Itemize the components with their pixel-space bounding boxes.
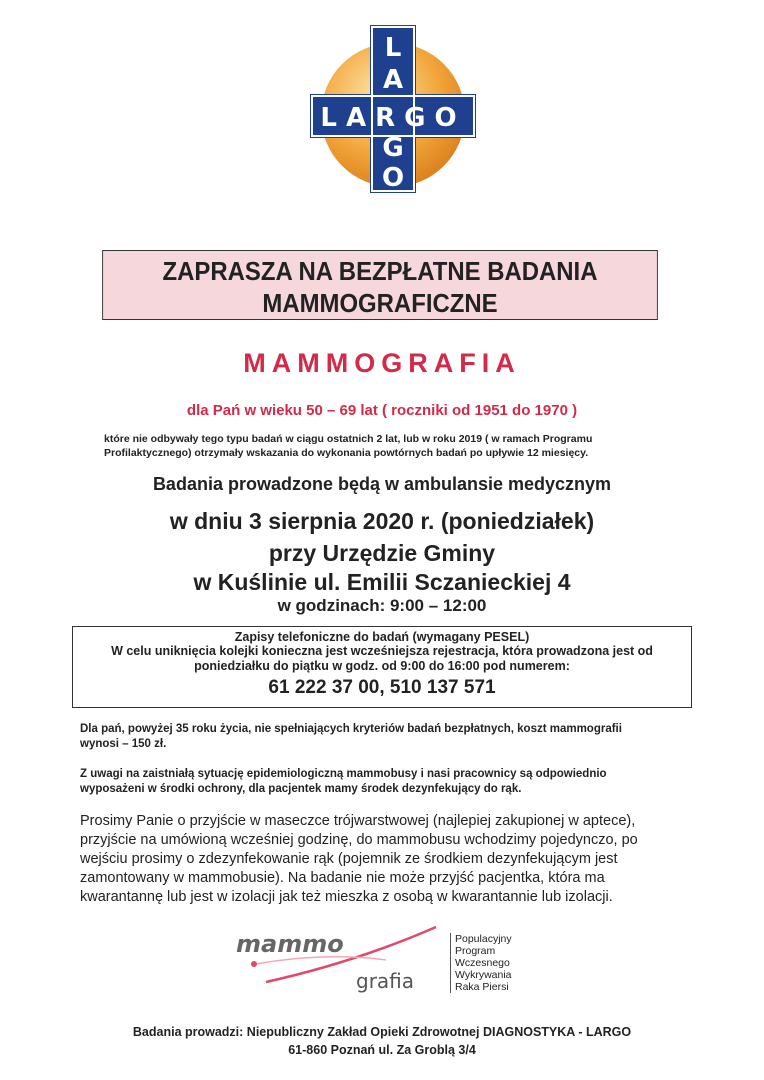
- age-line: dla Pań w wieku 50 – 69 lat ( roczniki od 1951 do 1970 ): [186, 402, 578, 419]
- footer-line-2: 61-860 Poznań ul. Za Groblą 3/4: [288, 1043, 476, 1057]
- request-line-3: wejściu prosimy o zdezynfekowanie rąk (pojemnik ze środkiem dezynfekującym jest: [80, 851, 618, 867]
- logo-v-letter-4: G: [382, 133, 404, 163]
- date-line: w dniu 3 sierpnia 2020 r. (poniedziałek): [169, 508, 595, 534]
- logo-v-letter-2: A: [382, 65, 404, 95]
- program-line-1: Populacyjny: [455, 933, 512, 945]
- logo-horizontal-text: LARGO: [320, 103, 466, 133]
- eligibility-note-line-2: Profilaktycznego) otrzymały wskazania do wykonania powtórnych badań po upływie 12 miesięcy.: [104, 447, 589, 459]
- place-line: przy Urzędzie Gminy: [268, 540, 496, 566]
- cost-line-1: Dla pań, powyżej 35 roku życia, nie spełniających kryteriów badań bezpłatnych, koszt mammografii: [80, 723, 622, 735]
- program-line-4: Wykrywania: [455, 969, 512, 981]
- registration-line-2: W celu uniknięcia kolejki konieczna jest wcześniejsza rejestracja, która prowadzona jest od: [111, 644, 653, 658]
- epidemic-line-1: Z uwagi na zaistniałą sytuację epidemiologiczną mammobusy i nasi pracownicy są odpowiednio: [80, 768, 607, 780]
- request-line-4: zamontowany w mammobusie). Na badanie nie może przyjść pacjentka, która ma: [80, 870, 605, 886]
- eligibility-note-line-1: które nie odbywały tego typu badań w ciągu ostatnich 2 lat, lub w roku 2019 ( w ramach Programu: [104, 433, 593, 445]
- hours-line: w godzinach: 9:00 – 12:00: [277, 596, 487, 615]
- request-line-1: Prosimy Panie o przyjście w maseczce trójwarstwowej (najlepiej zakupionej w aptece),: [80, 813, 636, 829]
- logo-grafia-text: grafia: [356, 969, 415, 993]
- program-line-5: Raka Piersi: [455, 981, 509, 993]
- registration-line-3: poniedziałku do piątku w godz. od 9:00 do 16:00 pod numerem:: [194, 659, 570, 673]
- title-box: [102, 250, 658, 320]
- mammografia-heading: MAMMOGRAFIA: [243, 348, 521, 378]
- registration-box: [72, 626, 692, 708]
- phone-numbers: 61 222 37 00, 510 137 571: [268, 677, 496, 698]
- mammografia-logo: [236, 922, 446, 994]
- registration-line-1: Zapisy telefoniczne do badań (wymagany PESEL): [234, 630, 530, 644]
- logo-mammo-text: mammo: [236, 930, 344, 958]
- program-line-2: Program: [455, 945, 496, 957]
- title-line-2: MAMMOGRAFICZNE: [262, 288, 498, 318]
- title-line-1: ZAPRASZA NA BEZPŁATNE BADANIA: [162, 256, 598, 286]
- program-name: [450, 933, 512, 993]
- address-line: w Kuślinie ul. Emilii Sczanieckiej 4: [193, 569, 571, 595]
- footer-line-1: Badania prowadzi: Niepubliczny Zakład Opieki Zdrowotnej DIAGNOSTYKA - LARGO: [132, 1025, 632, 1039]
- request-line-2: przyjście na umówioną wcześniej godzinę, do mammobusu wchodzimy pojedynczo, po: [80, 832, 638, 848]
- request-paragraph: [80, 812, 695, 907]
- ambulance-line: Badania prowadzone będą w ambulansie medycznym: [152, 474, 612, 494]
- cost-line-2: wynosi – 150 zł.: [80, 738, 167, 750]
- request-line-5: kwarantannę lub jest w izolacji jak też mieszka z osobą w kwarantannie lub izolacji.: [80, 889, 613, 905]
- logo-v-letter-1: L: [384, 33, 402, 63]
- logo-v-letter-5: O: [381, 163, 405, 193]
- logo-dot: [251, 961, 257, 967]
- epidemic-line-2: wyposażeni w środki ochrony, dla pacjentek mamy środek dezynfekujący do rąk.: [80, 783, 522, 795]
- eligibility-note: [104, 432, 684, 460]
- largo-logo: [308, 20, 478, 195]
- program-line-3: Wczesnego: [455, 957, 510, 969]
- cost-paragraph: [80, 722, 700, 752]
- epidemic-paragraph: [80, 767, 700, 797]
